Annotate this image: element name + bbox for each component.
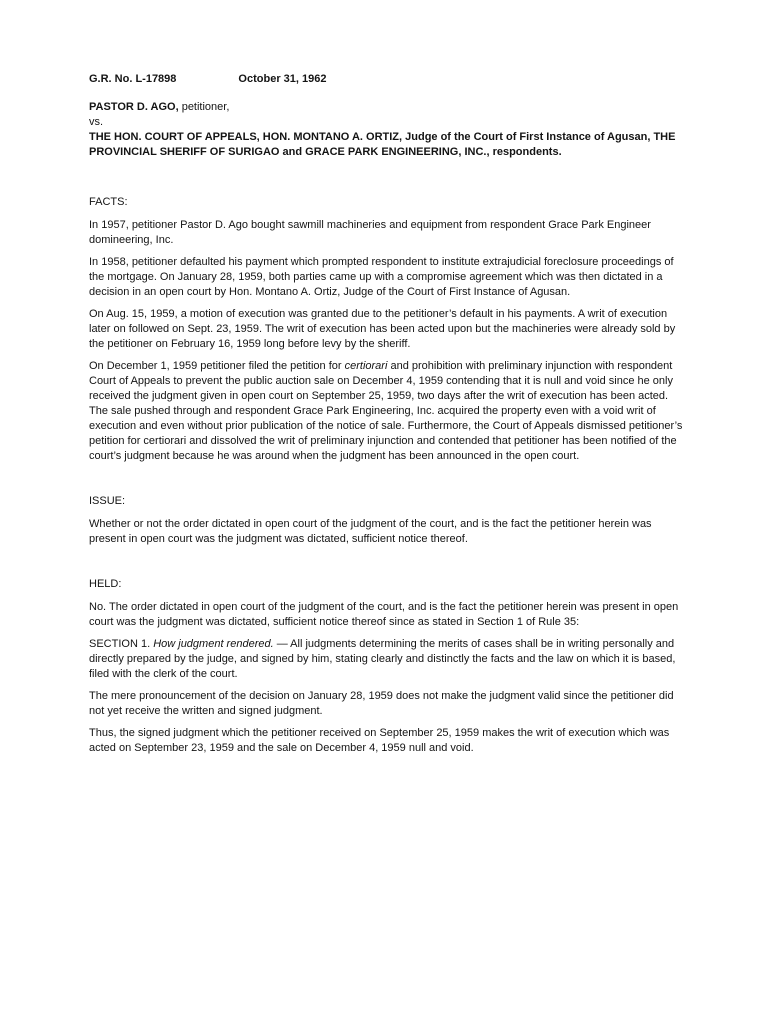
issue-text: Whether or not the order dictated in open court of the judgment of the court, and is the fact the petitioner herein was present in open court was the judgment was dictated, sufficient notice thereof. — [89, 518, 652, 545]
facts-text: On December 1, 1959 petitioner filed the petition for — [89, 360, 345, 372]
held-section — [89, 577, 689, 756]
facts-section — [89, 195, 689, 464]
rule-section-text: — All judgments determining the merits of cases shall be in writing personally and directly prepared by the judge, and signed by him, stating clearly and distinctly the facts and the law on which it is based, filed with the clerk of the court. — [89, 638, 676, 680]
parties-block — [89, 100, 689, 160]
versus-label: vs. — [89, 116, 104, 128]
held-heading: HELD: — [89, 578, 122, 590]
petitioner-name: PASTOR D. AGO, — [89, 101, 179, 113]
facts-text: and prohibition with preliminary injunction with respondent Court of Appeals to prevent the public auction sale on December 4, 1959 contending that it is null and void since he only received the judgment given in open court on September 25, 1959, two days after the writ of execution has been acted. The sale pushed through and respondent Grace Park Engineering, Inc. acquired the property even with a void writ of execution and even without prior publication of the notice of sale. Furthermore, the Court of Appeals dismissed petitioner’s petition for certiorari and dissolved the writ of preliminary injunction and contended that petitioner has been notified of the court’s judgment because he was around when the judgment has been announced in the open court. — [89, 360, 683, 462]
rule-section-label: SECTION 1. — [89, 638, 154, 650]
facts-paragraph: On Aug. 15, 1959, a motion of execution was granted due to the petitioner’s default in his payments. A writ of execution later on followed on Sept. 23, 1959. The writ of execution has been acted upon but the machineries were already sold by the petitioner on February 16, 1959 long before levy by the sheriff. — [89, 308, 676, 350]
issue-heading: ISSUE: — [89, 495, 126, 507]
held-paragraph: The mere pronouncement of the decision on January 28, 1959 does not make the judgment valid since the petitioner did not yet receive the written and signed judgment. — [89, 690, 674, 717]
facts-italic-term: certiorari — [344, 360, 388, 372]
facts-heading: FACTS: — [89, 196, 128, 208]
held-paragraph: Thus, the signed judgment which the petitioner received on September 25, 1959 makes the writ of execution which was acted on September 23, 1959 and the sale on December 4, 1959 null and void. — [89, 727, 670, 754]
facts-paragraph — [89, 359, 689, 464]
issue-section — [89, 494, 689, 547]
petitioner-line — [89, 100, 689, 115]
case-date: October 31, 1962 — [238, 73, 327, 85]
case-number: G.R. No. L-17898 — [89, 73, 177, 85]
rule-section-paragraph — [89, 637, 689, 682]
rule-section-title: How judgment rendered. — [153, 638, 274, 650]
respondents-line: THE HON. COURT OF APPEALS, HON. MONTANO A. ORTIZ, Judge of the Court of First Instance of Agusan, THE PROVINCIAL SHERIFF OF SURIGAO and GRACE PARK ENGINEERING, INC., respondents. — [89, 131, 676, 158]
case-header — [89, 72, 689, 87]
facts-paragraph: In 1958, petitioner defaulted his payment which prompted respondent to institute extrajudicial foreclosure proceedings of the mortgage. On January 28, 1959, both parties came up with a compromise agreement which was then dictated in a decision in an open court by Hon. Montano A. Ortiz, Judge of the Court of First Instance of Agusan. — [89, 256, 674, 298]
document-content — [89, 72, 689, 756]
held-paragraph: No. The order dictated in open court of the judgment of the court, and is the fact the petitioner herein was present in open court was the judgment was dictated, sufficient notice thereof since as stated in Section 1 of Rule 35: — [89, 601, 679, 628]
petitioner-role: petitioner, — [178, 101, 230, 113]
facts-paragraph: In 1957, petitioner Pastor D. Ago bought sawmill machineries and equipment from respondent Grace Park Engineer domineering, Inc. — [89, 219, 651, 246]
